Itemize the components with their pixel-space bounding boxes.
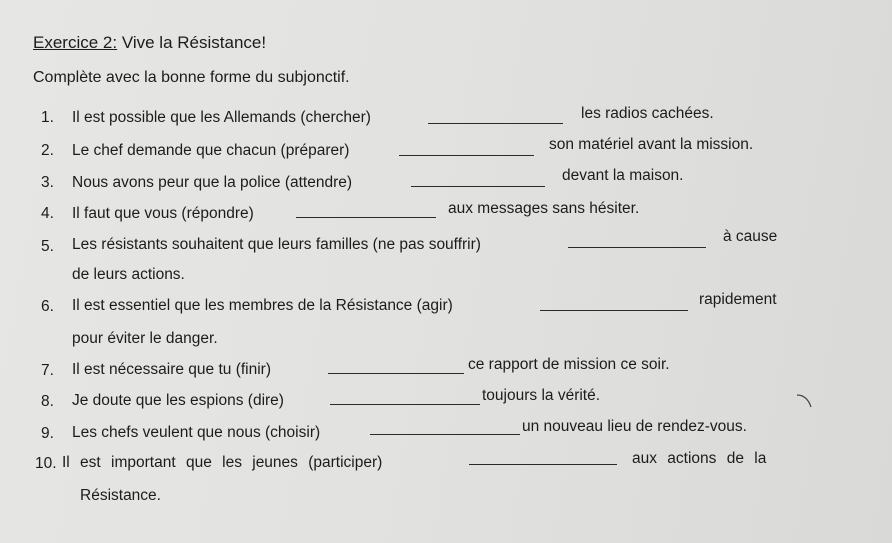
sentence-start: Il est possible que les Allemands (chercher) xyxy=(72,109,371,126)
sentence-end: devant la maison. xyxy=(562,167,684,184)
pen-mark-icon xyxy=(795,391,815,411)
sentence-continuation: Résistance. xyxy=(80,487,161,504)
item-number: 10. xyxy=(35,455,57,472)
sentence-end: un nouveau lieu de rendez-vous. xyxy=(522,418,747,435)
sentence-start: Nous avons peur que la police (attendre) xyxy=(72,174,353,191)
item-number: 9. xyxy=(41,425,54,442)
answer-blank-4[interactable] xyxy=(296,217,436,218)
sentence-end: aux actions de la xyxy=(632,450,767,467)
sentence-start: Le chef demande que chacun (préparer) xyxy=(72,142,350,159)
answer-blank-1[interactable] xyxy=(428,123,563,124)
sentence-continuation: pour éviter le danger. xyxy=(72,330,218,347)
sentence-end: ce rapport de mission ce soir. xyxy=(468,356,670,373)
sentence-start: Il est essentiel que les membres de la Résistance (agir) xyxy=(72,297,453,314)
sentence-end: aux messages sans hésiter. xyxy=(448,200,640,217)
sentence-end: toujours la vérité. xyxy=(482,387,601,404)
sentence-end: rapidement xyxy=(699,291,777,308)
answer-blank-5[interactable] xyxy=(568,247,706,248)
sentence-start: Je doute que les espions (dire) xyxy=(72,392,284,409)
exercise-number: Exercice 2: xyxy=(33,33,118,52)
item-number: 1. xyxy=(41,109,54,126)
item-number: 2. xyxy=(41,142,54,159)
item-number: 8. xyxy=(41,393,54,410)
sentence-start: Les chefs veulent que nous (choisir) xyxy=(72,424,321,441)
exercise-title xyxy=(33,33,266,53)
sentence-start: Il est important que les jeunes (participer) xyxy=(62,454,383,471)
item-number: 4. xyxy=(41,205,54,222)
sentence-end: son matériel avant la mission. xyxy=(549,136,754,153)
answer-blank-6[interactable] xyxy=(540,310,688,311)
sentence-end: les radios cachées. xyxy=(581,105,714,122)
answer-blank-10[interactable] xyxy=(469,464,617,465)
sentence-start: Il faut que vous (répondre) xyxy=(72,205,254,222)
sentence-end: à cause xyxy=(723,228,778,245)
item-number: 3. xyxy=(41,174,54,191)
answer-blank-7[interactable] xyxy=(328,373,464,374)
answer-blank-8[interactable] xyxy=(330,404,480,405)
item-number: 5. xyxy=(41,238,54,255)
answer-blank-9[interactable] xyxy=(370,434,520,435)
item-number: 6. xyxy=(41,298,54,315)
sentence-start: Il est nécessaire que tu (finir) xyxy=(72,361,272,378)
answer-blank-2[interactable] xyxy=(399,155,534,156)
answer-blank-3[interactable] xyxy=(411,186,545,187)
sentence-start: Les résistants souhaitent que leurs familles (ne pas souffrir) xyxy=(72,236,481,253)
instruction: Complète avec la bonne forme du subjonctif. xyxy=(33,69,350,86)
sentence-continuation: de leurs actions. xyxy=(72,266,185,283)
item-number: 7. xyxy=(41,362,54,379)
exercise-title-text: Vive la Résistance! xyxy=(117,33,267,52)
